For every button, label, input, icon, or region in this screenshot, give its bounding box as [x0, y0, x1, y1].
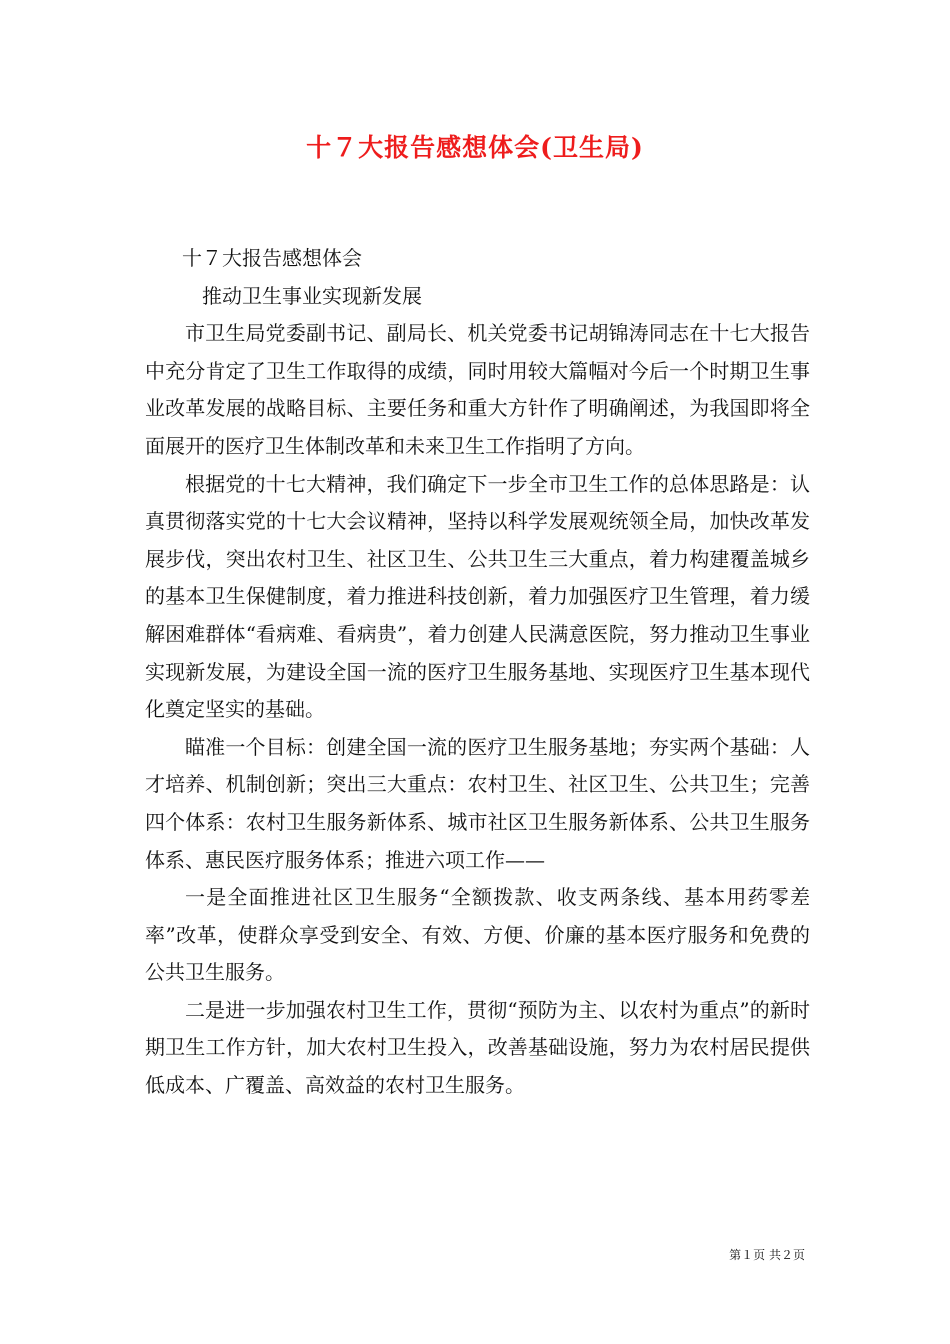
- paragraph: 二是进一步加强农村卫生工作，贯彻“预防为主、以农村为重点”的新时期卫生工作方针，加大农村卫生投入，改善基础设施，努力为农村居民提供低成本、广覆盖、高效益的农村卫生服务。: [145, 997, 810, 1098]
- paragraph: 根据党的十七大精神，我们确定下一步全市卫生工作的总体思路是：认真贯彻落实党的十七大会议精神，坚持以科学发展观统领全局，加快改革发展步伐，突出农村卫生、社区卫生、公共卫生三大重点，着力构建覆盖城乡的基本卫生保健制度，着力推进科技创新，着力加强医疗卫生管理，着力缓解困难群体“看病难、看病贵”，着力创建人民满意医院，努力推动卫生事业实现新发展，为建设全国一流的医疗卫生服务基地、实现医疗卫生基本现代化奠定坚实的基础。: [145, 471, 810, 722]
- paragraph: 一是全面推进社区卫生服务“全额拨款、收支两条线、基本用药零差率”改革，使群众享受到安全、有效、方便、价廉的基本医疗服务和免费的公共卫生服务。: [145, 885, 810, 985]
- document-body: [145, 240, 810, 1105]
- paragraph: 瞄准一个目标：创建全国一流的医疗卫生服务基地；夯实两个基础：人才培养、机制创新；突出三大重点：农村卫生、社区卫生、公共卫生；完善四个体系：农村卫生服务新体系、城市社区卫生服务新体系、公共卫生服务体系、惠民医疗服务体系；推进六项工作——: [145, 734, 810, 872]
- paragraph: 市卫生局党委副书记、副局长、机关党委书记胡锦涛同志在十七大报告中充分肯定了卫生工作取得的成绩，同时用较大篇幅对今后一个时期卫生事业改革发展的战略目标、主要任务和重大方针作了明确阐述，为我国即将全面展开的医疗卫生体制改革和未来卫生工作指明了方向。: [145, 321, 810, 458]
- document-title: 十７大报告感想体会(卫生局): [306, 133, 644, 162]
- section-heading: 十７大报告感想体会: [182, 246, 362, 270]
- section-subheading: 推动卫生事业实现新发展: [202, 283, 422, 308]
- page-number: 第１页 共２页: [729, 1248, 805, 1262]
